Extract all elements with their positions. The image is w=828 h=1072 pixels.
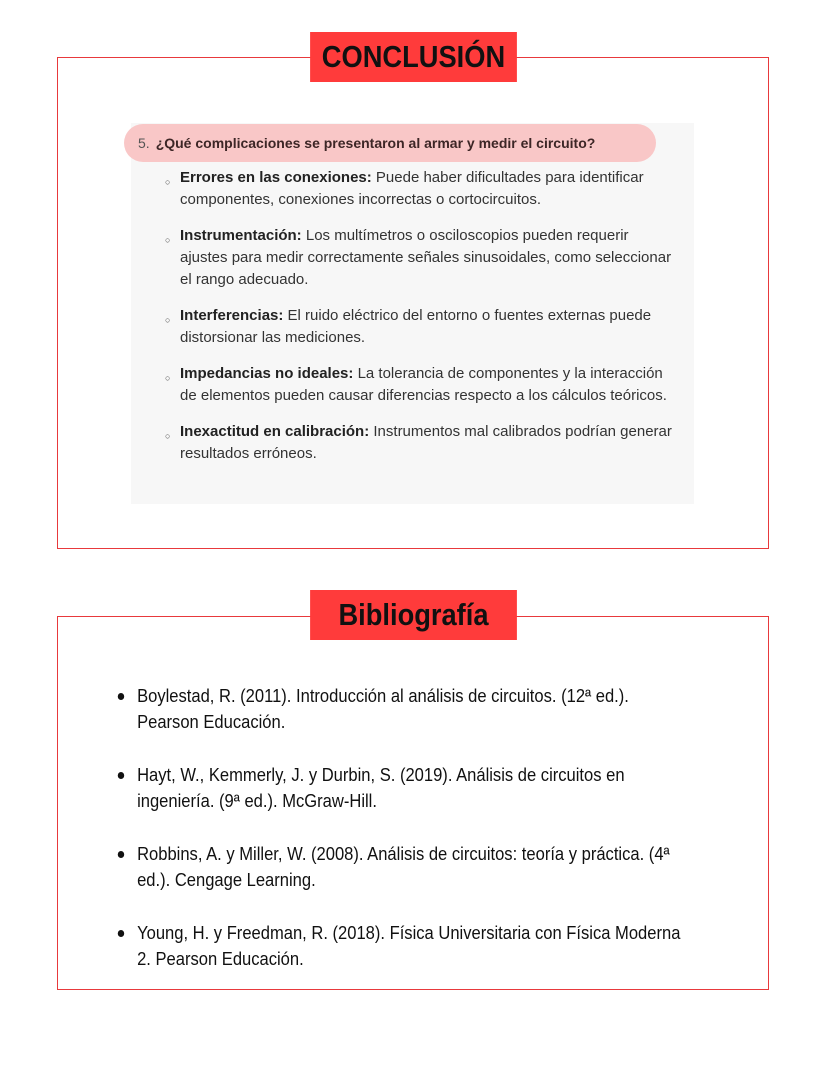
bullet-icon: [118, 851, 124, 858]
question-highlight: [124, 124, 656, 162]
list-item: [160, 363, 680, 407]
bullet-icon: [118, 772, 124, 779]
question-text: ¿Qué complicaciones se presentaron al armar y medir el circuito?: [155, 135, 596, 151]
circle-bullet-icon: ○: [165, 235, 171, 245]
item-text: Puede haber dificultades para identificar componentes, conexiones incorrectas o cortocircuitos.: [180, 169, 644, 208]
list-item: [160, 167, 680, 211]
item-label: Interferencias:: [180, 307, 284, 324]
reference-list: [115, 683, 735, 999]
list-item: [160, 305, 680, 349]
reference-text: Robbins, A. y Miller, W. (2008). Análisis de circuitos: teoría y práctica. (4ª ed.). Cengage Learning.: [137, 844, 670, 890]
conclusion-title: CONCLUSIÓN: [310, 32, 517, 82]
question-number: 5.: [138, 135, 150, 151]
reference-text: Hayt, W., Kemmerly, J. y Durbin, S. (2019). Análisis de circuitos en ingeniería. (9ª ed.). McGraw-Hill.: [137, 765, 625, 811]
item-label: Impedancias no ideales:: [180, 365, 354, 382]
item-text: Instrumentos mal calibrados podrían generar resultados erróneos.: [180, 423, 672, 462]
item-text: La tolerancia de componentes y la interacción de elementos pueden causar diferencias respecto a los cálculos teóricos.: [180, 365, 667, 404]
list-item: [160, 421, 680, 465]
bullet-icon: [118, 693, 124, 700]
item-text: El ruido eléctrico del entorno o fuentes externas puede distorsionar las mediciones.: [180, 307, 652, 346]
reference-text: Boylestad, R. (2011). Introducción al análisis de circuitos. (12ª ed.). Pearson Educación.: [137, 686, 629, 732]
item-label: Errores en las conexiones:: [180, 169, 372, 186]
circle-bullet-icon: ○: [165, 177, 171, 187]
bibliography-title: Bibliografía: [310, 590, 517, 640]
reference-item: [115, 841, 685, 893]
item-label: Inexactitud en calibración:: [180, 423, 370, 440]
list-item: [160, 225, 680, 291]
reference-item: [115, 683, 685, 735]
bullet-icon: [118, 930, 124, 937]
reference-item: [115, 762, 685, 814]
item-text: Los multímetros o osciloscopios pueden requerir ajustes para medir correctamente señales sinusoidales, como seleccionar el rango adecuado.: [180, 227, 672, 288]
reference-text: Young, H. y Freedman, R. (2018). Física Universitaria con Física Moderna 2. Pearson Educación.: [137, 923, 681, 969]
circle-bullet-icon: ○: [165, 373, 171, 383]
complications-list: [160, 167, 680, 479]
circle-bullet-icon: ○: [165, 315, 171, 325]
reference-item: [115, 920, 685, 972]
item-label: Instrumentación:: [180, 227, 302, 244]
circle-bullet-icon: ○: [165, 431, 171, 441]
